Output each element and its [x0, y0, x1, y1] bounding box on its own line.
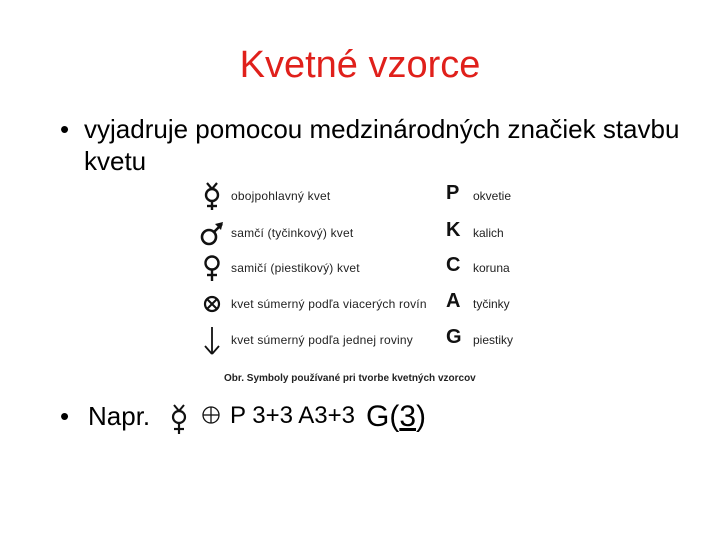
- gynoecium-close-paren: ): [416, 400, 427, 433]
- structure-letter: K: [446, 219, 461, 241]
- gynoecium-open-paren: (: [389, 400, 400, 433]
- bilateral-symmetry-arrow-icon: [197, 324, 227, 356]
- radial-symmetry-icon: [200, 404, 222, 426]
- structure-letter: G: [446, 326, 462, 348]
- female-flower-icon: [197, 252, 227, 284]
- structure-letter: P: [446, 182, 460, 204]
- gynoecium-count: 3: [399, 400, 417, 433]
- radial-symmetry-icon: [197, 288, 227, 320]
- structure-label: tyčinky: [473, 297, 510, 311]
- flower-formula: [166, 400, 436, 440]
- figure-caption: Obr. Symboly používané pri tvorbe kvetných vzorcov: [224, 373, 476, 384]
- figure-row-bilateral: [195, 324, 535, 360]
- gynoecium-notation: [366, 398, 426, 436]
- gynoecium-letter: G: [366, 400, 390, 433]
- structure-label: piestiky: [473, 333, 514, 347]
- symbol-label: kvet súmerný podľa viacerých rovín: [231, 297, 427, 311]
- figure-row-radial: [195, 288, 535, 324]
- bisexual-flower-icon: [166, 402, 192, 436]
- structure-label: koruna: [473, 261, 510, 275]
- bullet-text: vyjadruje pomocou medzinárodných značiek stavbu kvetu: [84, 114, 680, 176]
- symbol-label: samčí (tyčinkový) kvet: [231, 226, 354, 240]
- figure-row-bisexual: [195, 180, 535, 216]
- bullet-text: Napr.: [88, 401, 151, 431]
- bisexual-flower-icon: [197, 180, 227, 212]
- structure-letter: A: [446, 290, 461, 312]
- bullet-marker: •: [60, 401, 70, 431]
- structure-label: okvetie: [473, 189, 512, 203]
- symbol-label: samičí (piestikový) kvet: [231, 261, 360, 275]
- figure-row-male: [195, 217, 535, 253]
- structure-letter: C: [446, 254, 461, 276]
- figure-row-female: [195, 252, 535, 288]
- slide-title: Kvetné vzorce: [239, 44, 481, 86]
- symbol-label: obojpohlavný kvet: [231, 189, 331, 203]
- bullet-marker: •: [60, 114, 70, 144]
- symbols-figure: [195, 180, 535, 380]
- structure-label: kalich: [473, 226, 504, 240]
- male-flower-icon: [197, 217, 227, 249]
- symbol-label: kvet súmerný podľa jednej roviny: [231, 333, 413, 347]
- formula-text: P 3+3 A3+3: [230, 402, 356, 429]
